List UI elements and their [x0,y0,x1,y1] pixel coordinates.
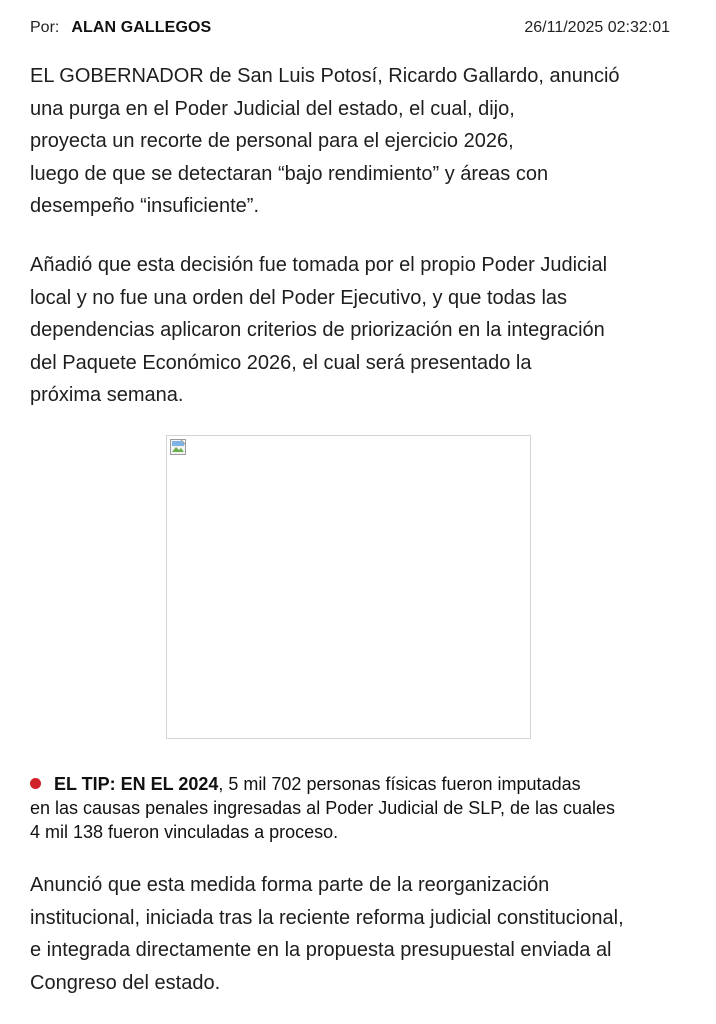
byline-author-group [30,19,211,37]
paragraph-line: del Paquete Económico 2026, el cual será presentado la [30,351,532,374]
byline-prefix: Por: [30,19,60,36]
tip-line: 4 mil 138 fueron vinculadas a proceso. [30,822,339,842]
tip-line [30,772,690,796]
red-bullet-icon [30,778,41,789]
author-name-link[interactable]: ALAN GALLEGOS [71,19,212,36]
paragraph-line: e integrada directamente en la propuesta presupuestal enviada al [30,939,612,962]
paragraph-line: Añadió que esta decisión fue tomada por el propio Poder Judicial [30,254,608,276]
article-paragraph-2 [30,249,680,412]
tip-callout [30,772,690,844]
paragraph-line: luego de que se detectaran “bajo rendimiento” y áreas con [30,162,549,185]
paragraph-line: local y no fue una orden del Poder Ejecutivo, y que todas las [30,286,568,309]
paragraph-line: una purga en el Poder Judicial del estado, el cual, dijo, [30,97,515,120]
paragraph-line: Anunció que esta medida forma parte de la reorganización [30,874,550,896]
paragraph-line: dependencias aplicaron criterios de priorización en la integración [30,319,605,342]
tip-label: EL TIP: EN EL 2024 [54,774,219,794]
paragraph-line: proyecta un recorte de personal para el ejercicio 2026, [30,130,514,153]
article-byline [30,15,670,41]
paragraph-line: Congreso del estado. [30,971,221,994]
paragraph-line: EL GOBERNADOR de San Luis Potosí, Ricardo Gallardo, anunció [30,65,620,87]
article-image-placeholder[interactable] [166,435,531,739]
broken-image-icon [169,438,189,458]
publish-timestamp: 26/11/2025 02:32:01 [524,19,670,36]
tip-text: , 5 mil 702 personas físicas fueron imputadas [218,774,581,794]
paragraph-line: desempeño “insuficiente”. [30,195,260,218]
article-paragraph-3 [30,869,680,999]
tip-line: en las causas penales ingresadas al Poder Judicial de SLP, de las cuales [30,798,616,818]
paragraph-line: institucional, iniciada tras la reciente reforma judicial constitucional, [30,906,624,929]
paragraph-line: próxima semana. [30,384,184,407]
article-paragraph-1 [30,60,680,223]
